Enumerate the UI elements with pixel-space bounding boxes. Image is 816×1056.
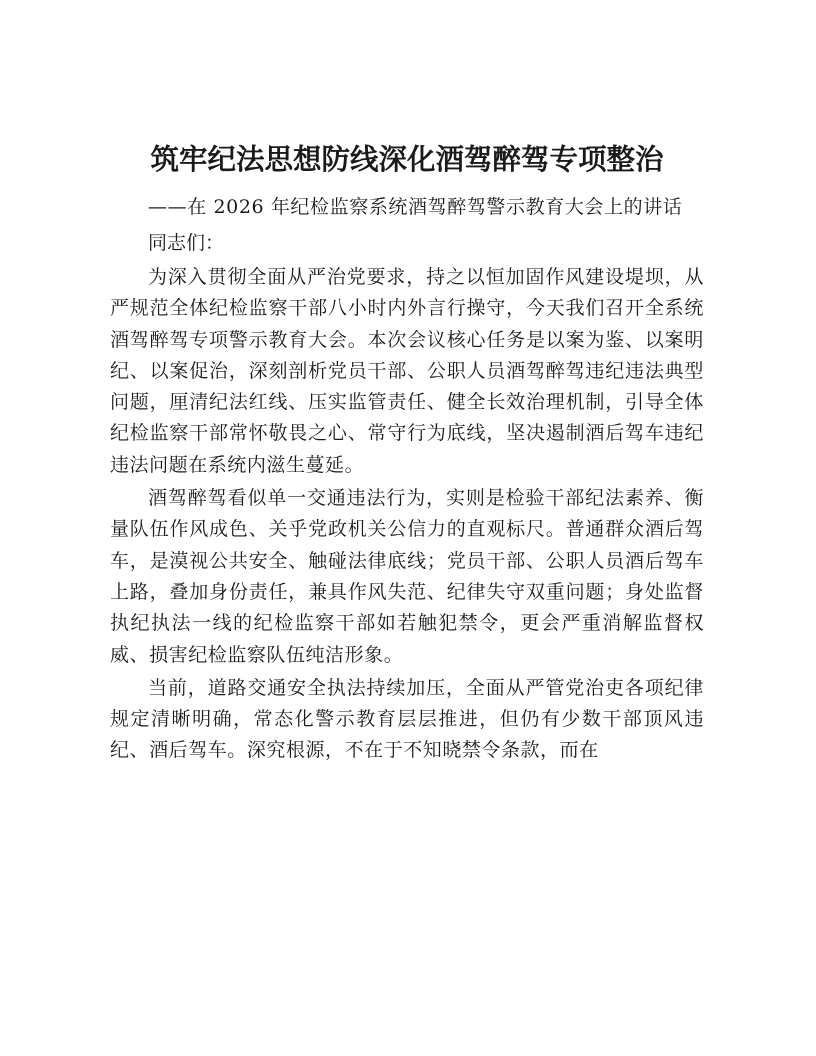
body-paragraph-3: 当前，道路交通安全执法持续加压，全面从严管党治吏各项纪律规定清晰明确，常态化警示教育层层推进，但仍有少数干部顶风违纪、酒后驾车。深究根源，不在于不知晓禁令条款，而在 [110, 676, 704, 762]
document-page [110, 138, 704, 767]
document-subtitle: ——在 2026 年纪检监察系统酒驾醉驾警示教育大会上的讲话 [148, 196, 683, 218]
body-paragraph-2: 酒驾醉驾看似单一交通违法行为，实则是检验干部纪法素养、衡量队伍作风成色、关乎党政机关公信力的直观标尺。普通群众酒后驾车，是漠视公共安全、触碰法律底线；党员干部、公职人员酒后驾车上路，叠加身份责任，兼具作风失范、纪律失守双重问题；身处监督执纪执法一线的纪检监察干部如若触犯禁令，更会严重消解监督权威、损害纪检监察队伍纯洁形象。 [110, 487, 704, 666]
document-title: 筑牢纪法思想防线深化酒驾醉驾专项整治 [150, 142, 664, 176]
body-paragraph-1: 为深入贯彻全面从严治党要求，持之以恒加固作风建设堤坝，从严规范全体纪检监察干部八小时内外言行操守，今天我们召开全系统酒驾醉驾专项警示教育大会。本次会议核心任务是以案为鉴、以案明纪、以案促治，深刻剖析党员干部、公职人员酒驾醉驾违纪违法典型问题，厘清纪法红线、压实监管责任、健全长效治理机制，引导全体纪检监察干部常怀敬畏之心、常守行为底线，坚决遏制酒后驾车违纪违法问题在系统内滋生蔓延。 [110, 266, 704, 476]
salutation: 同志们： [148, 232, 225, 254]
